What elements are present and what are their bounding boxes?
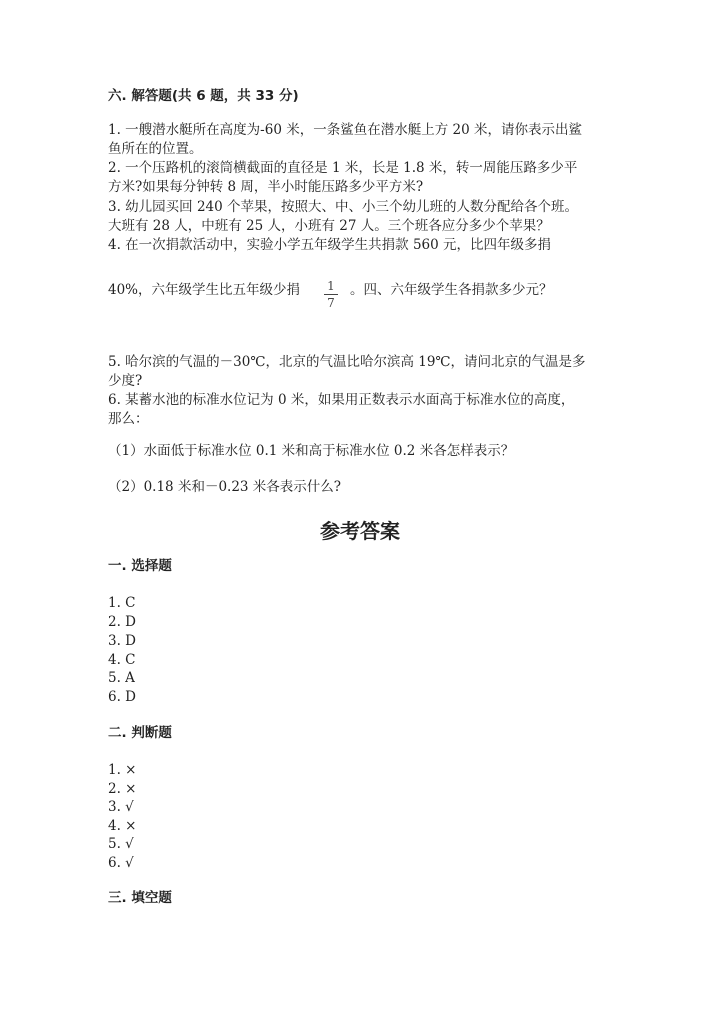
question-line: 。四、六年级学生各捐款多少元？ xyxy=(350,282,553,298)
section-title: 六. 解答题(共 6 题，共 33 分) xyxy=(108,88,299,104)
question-line: 5. 哈尔滨的气温的－30℃，北京的气温比哈尔滨高 19℃，请问北京的气温是多 xyxy=(108,354,586,370)
question-line: 大班有 28 人，中班有 25 人，小班有 27 人。三个班各应分多少个苹果？ xyxy=(108,218,550,234)
answer-item: 4. C xyxy=(108,652,136,668)
sub-question: （1）水面低于标准水位 0.1 米和高于标准水位 0.2 米各怎样表示？ xyxy=(108,443,515,459)
question-line: 1. 一艘潜水艇所在高度为-60 米，一条鲨鱼在潜水艇上方 20 米，请你表示出鲨 xyxy=(108,122,582,138)
question-line: 6. 某蓄水池的标准水位记为 0 米，如果用正数表示水面高于标准水位的高度， xyxy=(108,392,575,408)
question-line: 40%，六年级学生比五年级少捐 xyxy=(108,282,301,298)
fraction-numerator: 1 xyxy=(327,279,335,293)
sub-question: （2）0.18 米和－0.23 米各表示什么? xyxy=(108,479,342,495)
answer-item: 6. D xyxy=(108,689,136,705)
answer-item: 1. C xyxy=(108,595,136,611)
answers-title: 参考答案 xyxy=(320,519,400,543)
fraction xyxy=(324,278,338,311)
question-line: 鱼所在的位置。 xyxy=(108,141,203,157)
answer-item: 4. × xyxy=(108,818,137,834)
answer-item: 5. √ xyxy=(108,836,134,852)
answer-item: 3. √ xyxy=(108,799,134,815)
answer-section-title: 二. 判断题 xyxy=(108,725,172,741)
question-line: 少度? xyxy=(108,373,143,389)
answer-section-title: 三. 填空题 xyxy=(108,890,172,906)
question-line: 方米?如果每分钟转 8 周，半小时能压路多少平方米? xyxy=(108,179,424,195)
question-line: 3. 幼儿园买回 240 个苹果，按照大、中、小三个幼儿班的人数分配给各个班。 xyxy=(108,199,579,215)
fraction-denominator: 7 xyxy=(324,294,338,311)
question-line: 4. 在一次捐款活动中，实验小学五年级学生共捐款 560 元，比四年级多捐 xyxy=(108,237,552,253)
answer-item: 3. D xyxy=(108,633,136,649)
answer-section-title: 一. 选择题 xyxy=(108,558,172,574)
question-line: 那么： xyxy=(108,411,149,427)
answer-item: 2. × xyxy=(108,781,137,797)
answer-item: 5. A xyxy=(108,670,135,686)
answer-item: 6. √ xyxy=(108,855,134,871)
answer-item: 2. D xyxy=(108,614,136,630)
answer-item: 1. × xyxy=(108,762,137,778)
question-line: 2. 一个压路机的滚筒横截面的直径是 1 米，长是 1.8 米，转一周能压路多少平 xyxy=(108,160,578,176)
